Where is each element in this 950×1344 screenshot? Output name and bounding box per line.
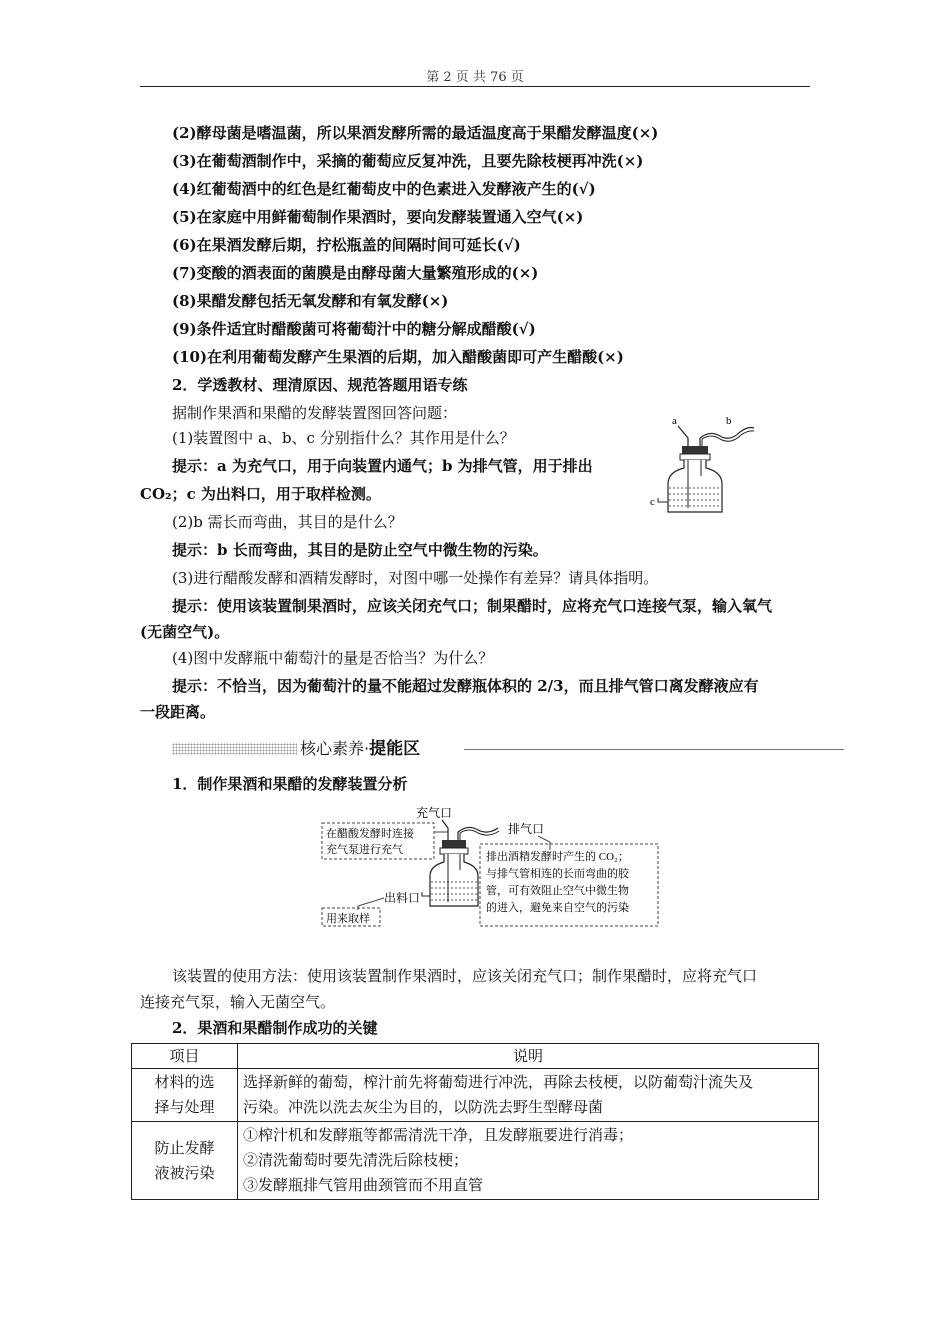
intro-text: 据制作果酒和果醋的发酵装置图回答问题： [172, 404, 458, 422]
section-bar-dots [172, 743, 297, 755]
table-header-desc: 说明 [238, 1044, 819, 1069]
core-section-title [300, 738, 420, 760]
discharge-label: 出料口 [384, 891, 421, 905]
table-cell-desc [238, 1122, 819, 1200]
answer-1-cont: CO₂；c 为出料口，用于取样检测。 [140, 485, 381, 503]
outlet-label: 排气口 [508, 822, 545, 836]
table-header-row [132, 1044, 819, 1069]
usage-text: 该装置的使用方法：使用该装置制作果酒时，应该关闭充气口；制作果醋时，应将充气口 [172, 967, 758, 985]
answer-2: 提示：b 长而弯曲，其目的是防止空气中微生物的污染。 [172, 541, 548, 559]
page-number-header: 第 2 页 共 76 页 [426, 70, 524, 85]
answer-4-cont: 一段距离。 [140, 703, 216, 721]
cell-text: 防止发酵 [154, 1138, 215, 1157]
judgment-item: (8)果醋发酵包括无氧发酵和有氧发酵(×) [172, 292, 449, 310]
cell-text: 液被污染 [154, 1163, 215, 1182]
judgment-item: (5)在家庭中用鲜葡萄制作果酒时，要向发酵装置通入空气(×) [172, 208, 584, 226]
title-dot: · [364, 739, 370, 758]
note-right-line1: 排出酒精发酵时产生的 CO₂； [486, 851, 629, 863]
question-1: (1)装置图中 a、b、c 分别指什么？其作用是什么？ [172, 429, 515, 447]
answer-3-cont: (无菌空气)。 [140, 623, 230, 641]
judgment-item: (2)酵母菌是嗜温菌，所以果酒发酵所需的最适温度高于果醋发酵温度(×) [172, 124, 659, 142]
note-bottom: 用来取样 [326, 913, 370, 925]
answer-3: 提示：使用该装置制果酒时，应该关闭充气口；制果醋时，应将充气口连接气泵，输入氧气 [172, 597, 773, 615]
cell-text: ②清洗葡萄时要先清洗后除枝梗； [243, 1151, 469, 1169]
table-cell-item [132, 1122, 238, 1200]
judgment-item: (3)在葡萄酒制作中，采摘的葡萄应反复冲洗，且要先除枝梗再冲洗(×) [172, 152, 644, 170]
note-right-line2: 与排气管相连的长而弯曲的胶 [486, 868, 629, 880]
core-heading-2: 2．果酒和果醋制作成功的关键 [172, 1019, 378, 1037]
fermenter-figure-small [640, 408, 770, 520]
note-right-line4: 的进入，避免来自空气的污染 [486, 902, 629, 914]
title-right: 提能区 [369, 739, 421, 759]
question-2: (2)b 需长而弯曲，其目的是什么？ [172, 513, 403, 531]
cell-text: 择与处理 [154, 1098, 215, 1116]
note-right-line3: 管，可有效阻止空气中微生物 [486, 885, 629, 897]
judgment-item: (9)条件适宜时醋酸菌可将葡萄汁中的糖分解成醋酸(√) [172, 320, 536, 338]
cell-text: ①榨汁机和发酵瓶等都需清洗干净，且发酵瓶要进行消毒； [243, 1126, 634, 1144]
answer-4: 提示：不恰当，因为葡萄汁的量不能超过发酵瓶体积的 2/3，而且排气管口离发酵液应有 [172, 677, 759, 695]
answer-1: 提示：a 为充气口，用于向装置内通气；b 为排气管，用于排出 [172, 457, 593, 475]
table-row [132, 1122, 819, 1200]
table-cell-desc [238, 1069, 819, 1122]
cell-text: 污染。冲洗以洗去灰尘为目的，以防洗去野生型酵母菌 [243, 1098, 604, 1116]
fermenter-diagram-annotated [318, 802, 668, 932]
table-row [132, 1069, 819, 1122]
note-left-line2: 充气泵进行充气 [326, 844, 403, 856]
judgment-item: (7)变酸的酒表面的菌膜是由酵母菌大量繁殖形成的(×) [172, 264, 539, 282]
core-section-bar [172, 738, 842, 760]
judgment-item: (6)在果酒发酵后期，拧松瓶盖的间隔时间可延长(√) [172, 236, 521, 254]
section-heading: 2．学透教材、理清原因、规范答题用语专练 [172, 376, 468, 394]
label-c: c [650, 496, 655, 508]
header-rule [140, 86, 810, 87]
table-header-item: 项目 [132, 1044, 238, 1069]
cell-text: 材料的选 [154, 1073, 215, 1091]
judgment-item: (10)在利用葡萄发酵产生果酒的后期，加入醋酸菌即可产生醋酸(×) [172, 348, 624, 366]
label-b: b [726, 415, 732, 427]
core-heading-1: 1．制作果酒和果醋的发酵装置分析 [172, 775, 408, 793]
label-a: a [672, 415, 677, 427]
inlet-label: 充气口 [416, 806, 453, 820]
question-3: (3)进行醋酸发酵和酒精发酵时，对图中哪一处操作有差异？请具体指明。 [172, 569, 659, 587]
keys-table [131, 1043, 819, 1200]
section-bar-rule [464, 749, 844, 750]
title-left: 核心素养 [300, 739, 365, 758]
judgment-item: (4)红葡萄酒中的红色是红葡萄皮中的色素进入发酵液产生的(√) [172, 180, 596, 198]
question-4: (4)图中发酵瓶中葡萄汁的量是否恰当？为什么？ [172, 649, 494, 667]
usage-text-cont: 连接充气泵，输入无菌空气。 [140, 993, 336, 1011]
note-left-line1: 在醋酸发酵时连接 [326, 828, 414, 840]
cell-text: 选择新鲜的葡萄，榨汁前先将葡萄进行冲洗，再除去枝梗，以防葡萄汁流失及 [243, 1073, 754, 1091]
cell-text: ③发酵瓶排气管用曲颈管而不用直管 [243, 1176, 484, 1194]
table-cell-item [132, 1069, 238, 1122]
